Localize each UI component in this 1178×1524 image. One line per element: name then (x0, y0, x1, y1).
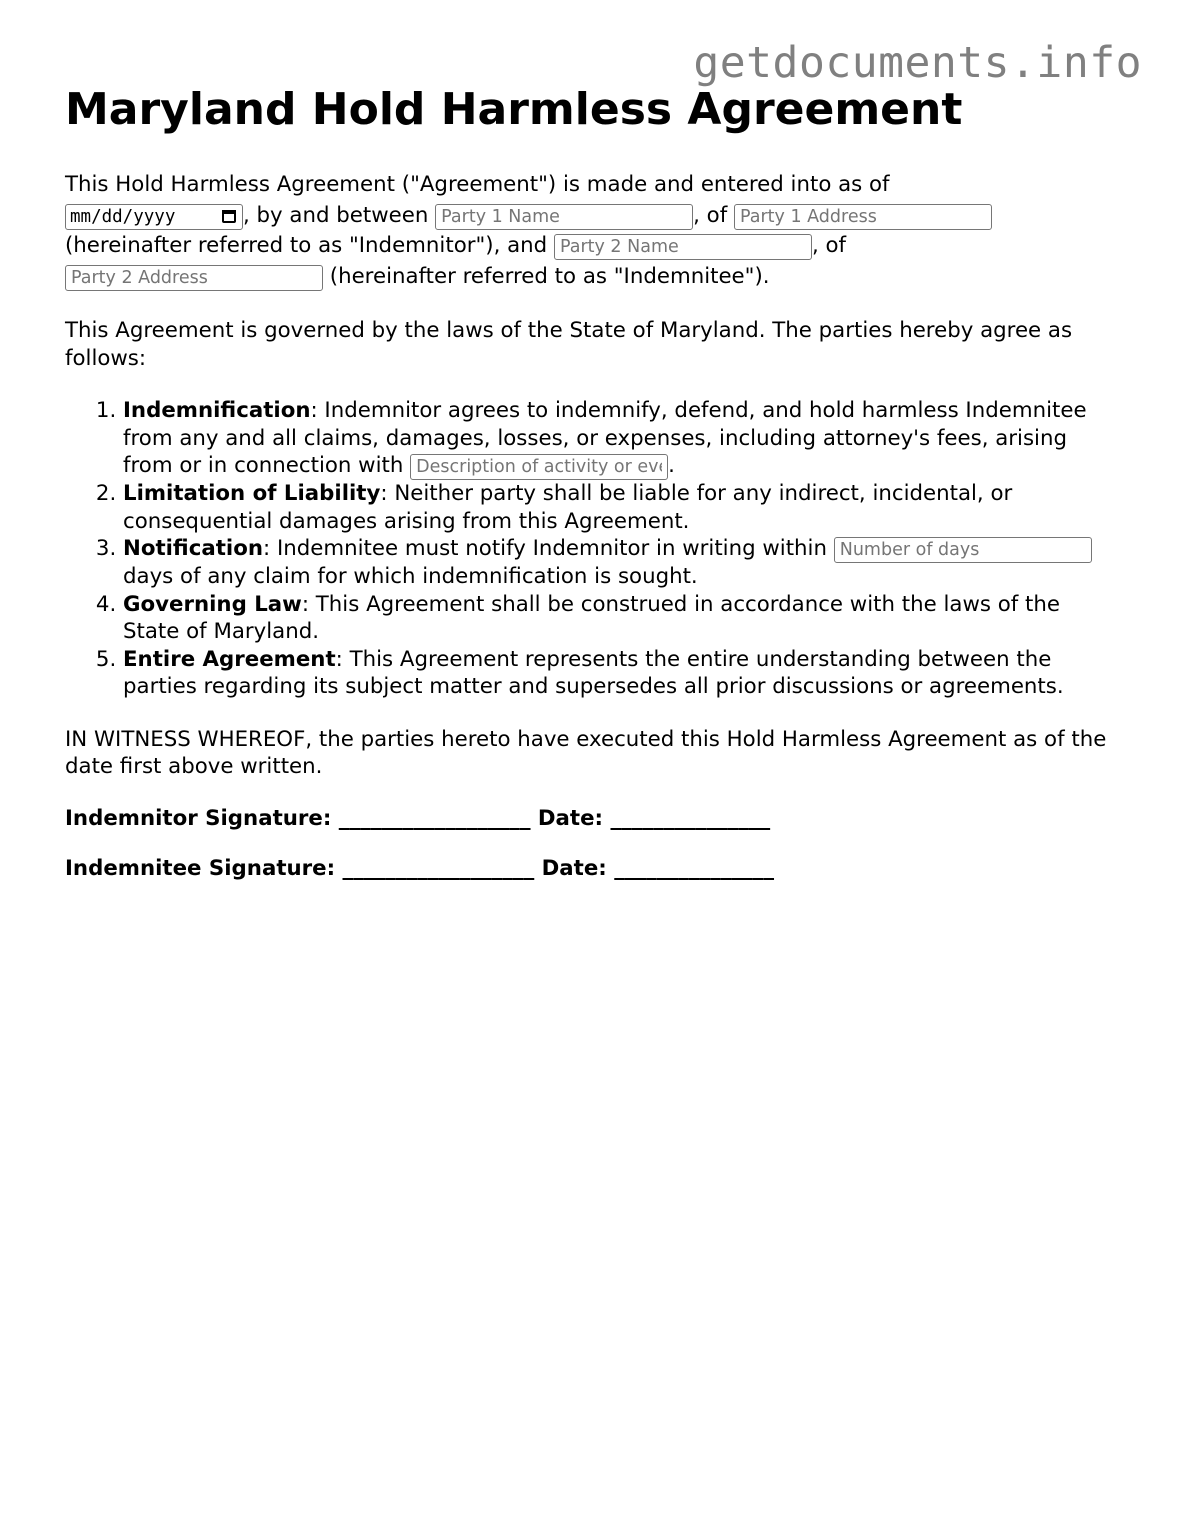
party2-name-input[interactable] (554, 234, 812, 260)
clause-text: : This Agreement shall be construed in accordance with the laws of the State of Maryland. (123, 591, 1060, 644)
page-title: Maryland Hold Harmless Agreement (65, 84, 963, 135)
indemnitor-signature-line: Indemnitor Signature: __________________ Date: _______________ (65, 805, 771, 831)
number-of-days-input[interactable] (834, 537, 1092, 563)
activity-description-input[interactable] (410, 454, 668, 480)
calendar-icon[interactable] (222, 210, 236, 223)
intro-paragraph (65, 170, 1115, 292)
clause-heading: Governing Law (123, 591, 302, 617)
clause-entire-agreement (123, 646, 1115, 701)
clause-text: : Neither party shall be liable for any indirect, incidental, or consequential damages arising from this Agreement. (123, 481, 1013, 534)
intro-text-3: , of (693, 202, 734, 228)
clause-text: : Indemnitee must notify Indemnitor in writing within (263, 536, 834, 561)
intro-text-2: , by and between (243, 202, 436, 228)
clause-text-after: . (668, 453, 675, 478)
clause-indemnification (123, 397, 1115, 480)
clause-text: : Indemnitor agrees to indemnify, defend, and hold harmless Indemnitee from any and all claims, damages, losses, or expenses, including attorney's fees, arising from or in connection with (123, 398, 1087, 478)
clause-text-after: days of any claim for which indemnification is sought. (123, 564, 698, 589)
clause-governing-law (123, 591, 1115, 646)
governing-paragraph: This Agreement is governed by the laws of the State of Maryland. The parties hereby agree as follows: (65, 318, 1073, 371)
intro-text-4: (hereinafter referred to as "Indemnitor"), and (65, 233, 554, 258)
date-placeholder: mm/dd/yyyy (70, 206, 176, 227)
clause-notification (123, 535, 1115, 591)
clause-heading: Indemnification (123, 398, 311, 423)
intro-text-5: , of (811, 233, 847, 258)
watermark: getdocuments.info (693, 38, 1142, 88)
indemnitee-signature-line: Indemnitee Signature: __________________ Date: _______________ (65, 856, 774, 881)
document-page (65, 82, 1115, 883)
agreement-date-input[interactable] (65, 204, 243, 230)
witness-paragraph: IN WITNESS WHEREOF, the parties hereto have executed this Hold Harmless Agreement as of the date first above written. (65, 726, 1107, 779)
party2-address-input[interactable] (65, 265, 323, 291)
intro-text-1: This Hold Harmless Agreement ("Agreement") is made and entered into as of (65, 172, 890, 197)
clause-limitation-of-liability (123, 480, 1115, 535)
clause-heading: Notification (123, 536, 263, 561)
intro-text-6: (hereinafter referred to as "Indemnitee"). (323, 263, 770, 289)
clause-text: : This Agreement represents the entire understanding between the parties regarding its subject matter and supersedes all prior discussions or agreements. (123, 646, 1064, 699)
clause-heading: Entire Agreement (123, 646, 336, 672)
clause-list (65, 397, 1115, 701)
clause-heading: Limitation of Liability (123, 481, 381, 506)
party1-name-input[interactable] (435, 204, 693, 230)
party1-address-input[interactable] (734, 204, 992, 230)
